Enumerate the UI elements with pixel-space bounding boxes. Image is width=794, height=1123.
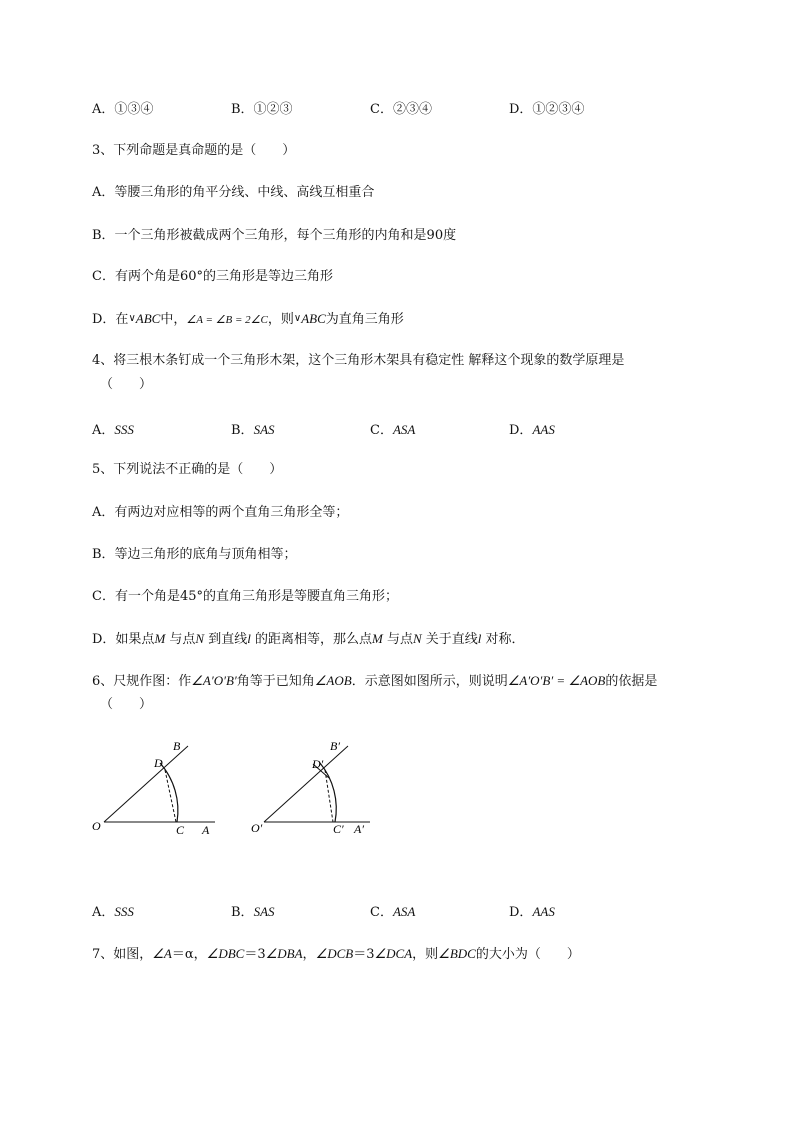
- q6-option-d: D．AAS: [509, 904, 555, 920]
- label-b-prime: B′: [330, 739, 340, 753]
- q7-stem: 7、如图，∠A＝α，∠DBC＝3∠DBA，∠DCB＝3∠DCA，则∠BDC的大小为（ ）: [92, 946, 580, 962]
- triangle-symbol: ∨: [128, 313, 136, 324]
- label-a: A: [202, 823, 210, 837]
- q3-stem: 3、下列命题是真命题的是（ ）: [92, 143, 296, 158]
- label-a-prime: A′: [354, 822, 364, 836]
- q3-option-c: C．有两个角是60°的三角形是等边三角形: [92, 269, 333, 284]
- label-d: D: [154, 756, 163, 770]
- q4-option-c: C．ASA: [370, 422, 416, 438]
- q3-d-suffix: 为直角三角形: [325, 312, 404, 327]
- angle-a-prime-o-prime-b-prime: [251, 739, 370, 836]
- q6-option-b: B．SAS: [231, 904, 275, 920]
- q2-option-d: D．①②③④: [509, 102, 585, 117]
- q3-d-then: ，则: [267, 312, 294, 327]
- q4-option-b: B．SAS: [231, 422, 275, 438]
- q3-option-d: [92, 310, 404, 329]
- q4-stem: 4、将三根木条钉成一个三角形木架，这个三角形木架具有稳定性 解释这个现象的数学原理是: [92, 353, 625, 368]
- q6-stem: 6、尺规作图：作∠A′O′B′角等于已知角∠AOB．示意图如图所示，则说明∠A′O′B′ = ∠AOB的依据是: [92, 673, 658, 689]
- label-b: B: [173, 739, 181, 753]
- q5-option-b: B．等边三角形的底角与顶角相等；: [92, 547, 297, 562]
- angle-aob: [92, 739, 215, 837]
- q3-d-abc: ABC: [301, 311, 326, 326]
- label-c-prime: C′: [333, 822, 344, 836]
- q3-option-a: A．等腰三角形的角平分线、中线、高线互相重合: [92, 185, 375, 200]
- q3-d-formula: ∠A = ∠B = 2∠C: [186, 314, 268, 326]
- q4-option-d: D．AAS: [509, 422, 555, 438]
- triangle-symbol: ∨: [293, 313, 302, 324]
- q5-option-d: D．如果点M 与点N 到直线l 的距离相等，那么点M 与点N 关于直线l 对称．: [92, 631, 525, 647]
- q4-answer-paren: （ ）: [100, 377, 153, 392]
- q2-option-b: B．①②③: [231, 102, 293, 117]
- q5-option-a: A．有两边对应相等的两个直角三角形全等；: [92, 505, 349, 520]
- label-o: O: [92, 819, 101, 833]
- q5-stem: 5、下列说法不正确的是（ ）: [92, 462, 283, 477]
- q3-d-prefix: D．在: [92, 312, 129, 327]
- q5-option-c: C．有一个角是45°的直角三角形是等腰直角三角形；: [92, 589, 398, 604]
- q2-option-a: A．①③④: [92, 102, 154, 117]
- q2-option-c: C．②③④: [370, 102, 432, 117]
- q6-answer-paren: （ ）: [100, 697, 153, 712]
- label-c: C: [176, 823, 185, 837]
- construction-figure: [0, 735, 794, 845]
- q6-option-c: C．ASA: [370, 904, 416, 920]
- q3-d-abc: ABC: [135, 311, 161, 326]
- q3-option-b: B．一个三角形被截成两个三角形，每个三角形的内角和是90度: [92, 228, 457, 243]
- q3-d-mid: 中，: [160, 312, 187, 327]
- q6-option-a: A．SSS: [92, 904, 134, 920]
- q4-option-a: A．SSS: [92, 422, 134, 438]
- label-d-prime: D′: [312, 757, 324, 771]
- label-o-prime: O′: [251, 821, 263, 835]
